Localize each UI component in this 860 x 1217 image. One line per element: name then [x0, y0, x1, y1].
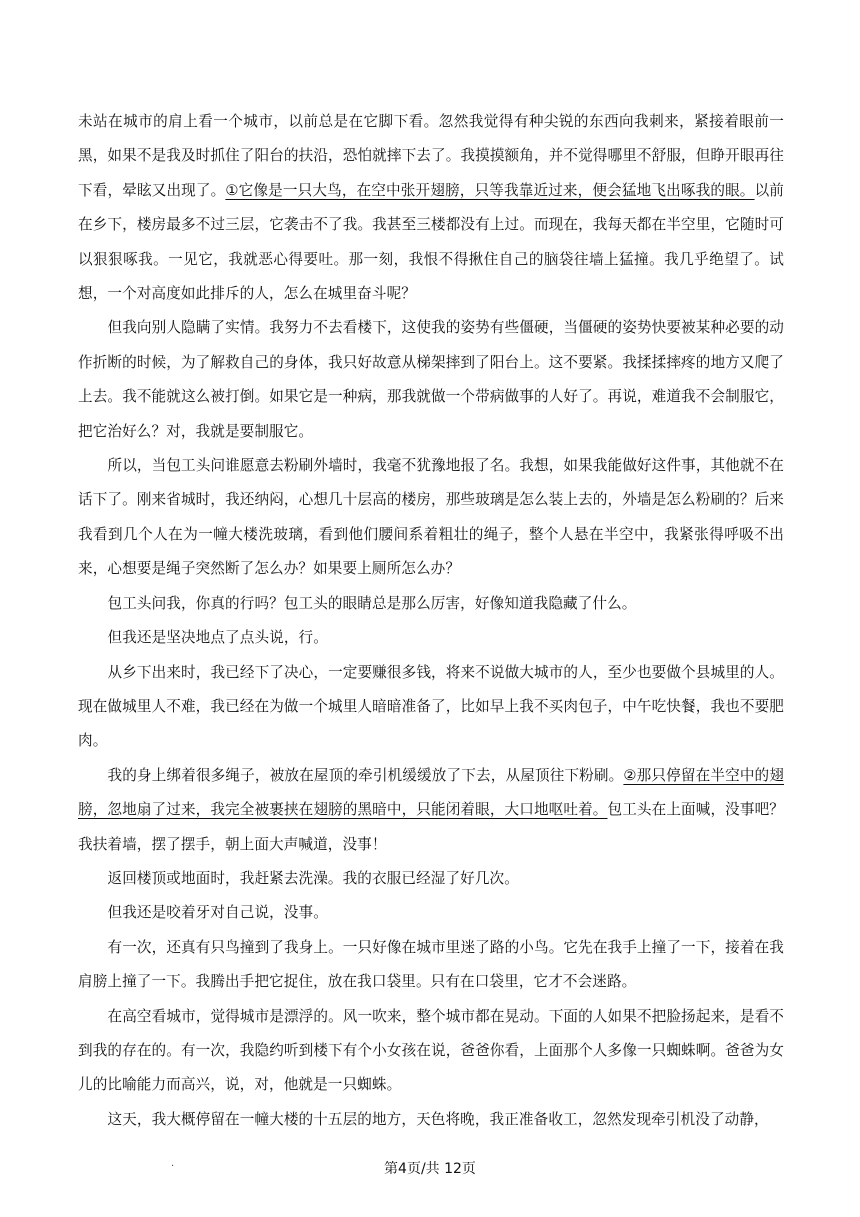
text-run: 有一次，还真有只鸟撞到了我身上。一只好像在城市里迷了路的小鸟。它先在我手上撞了一下，接着在我肩膀上撞了一下。我腾出手把它捉住，放在我口袋里。只有在口袋里，它才不会迷路。 [78, 938, 784, 991]
paragraph-10 [78, 931, 784, 1000]
paragraph-12 [78, 1103, 784, 1137]
footer-mark: . [171, 1158, 175, 1169]
paragraph-6 [78, 656, 784, 759]
paragraph-5 [78, 621, 784, 655]
paragraph-9 [78, 896, 784, 930]
paragraph-11 [78, 1000, 784, 1103]
text-run: 以前在乡下，楼房最多不过三层，它袭击不了我。我甚至三楼都没有上过。而现在，我每天都在半空里，它随时可以狠狠啄我。一见它，我就恶心得要吐。那一刻，我恨不得揪住自己的脑袋往墙上猛撞。我几乎绝望了。试想，一个对高度如此排斥的人，怎么在城里奋斗呢？ [78, 181, 784, 303]
underlined-sentence-2: ②那只停留在半空中的翅膀，忽地扇了过来，我完全被裹挟在翅膀的黑暗中，只能闭着眼，大口地呕吐着。 [78, 766, 784, 819]
text-run: 但我还是坚决地点了点头说，行。 [107, 629, 328, 647]
paragraph-4 [78, 587, 784, 621]
document-body [78, 105, 784, 1137]
text-run: 包工头在上面喊，没事吧？我扶着墙，摆了摆手，朝上面大声喊道，没事！ [78, 801, 785, 853]
text-run: 所以，当包工头问谁愿意去粉刷外墙时，我毫不犹豫地报了名。我想，如果我能做好这件事，其他就不在话下了。刚来省城时，我还纳闷，心想几十层高的楼房，那些玻璃是怎么装上去的，外墙是怎么粉刷的？后来我看到几个人在为一幢大楼洗玻璃，看到他们腰间系着粗壮的绳子，整个人悬在半空中，我紧张得呼吸不出来，心想要是绳子突然断了怎么办？如果要上厕所怎么办？ [78, 457, 784, 578]
text-run: 包工头问我，你真的行吗？包工头的眼睛总是那么厉害，好像知道我隐藏了什么。 [107, 594, 637, 612]
paragraph-7 [78, 759, 784, 862]
text-run: 但我还是咬着牙对自己说，没事。 [107, 904, 328, 922]
paragraph-2 [78, 311, 784, 449]
page-number: 第4页/共 12页 [384, 1161, 476, 1177]
text-run: 从乡下出来时，我已经下了决心，一定要赚很多钱，将来不说做大城市的人，至少也要做个县城里的人。现在做城里人不难，我已经在为做一个城里人暗暗准备了，比如早上我不买肉包子，中午吃快餐，我也不要肥肉。 [78, 663, 784, 750]
paragraph-1 [78, 105, 784, 311]
text-run: 但我向别人隐瞒了实情。我努力不去看楼下，这使我的姿势有些僵硬，当僵硬的姿势快要被某种必要的动作折断的时候，为了解救自己的身体，我只好故意从梯架摔到了阳台上。这不要紧。我揉揉摔疼的地方又爬了上去。我不能就这么被打倒。如果它是一种病，那我就做一个带病做事的人好了。再说，难道我不会制服它，把它治好么？对，我就是要制服它。 [78, 319, 784, 440]
text-run: 在高空看城市，觉得城市是漂浮的。风一吹来，整个城市都在晃动。下面的人如果不把脸扬起来，是看不到我的存在的。有一次，我隐约听到楼下有个小女孩在说，爸爸你看，上面那个人多像一只蜘蛛啊。爸爸为女儿的比喻能力而高兴，说，对，他就是一只蜘蛛。 [78, 1007, 784, 1094]
paragraph-8 [78, 862, 784, 896]
text-run: 返回楼顶或地面时，我赶紧去洗澡。我的衣服已经湿了好几次。 [107, 869, 519, 887]
text-run: 这天，我大概停留在一幢大楼的十五层的地方，天色将晚，我正准备收工，忽然发现牵引机没了动静， [107, 1110, 769, 1128]
text-run: 未站在城市的肩上看一个城市，以前总是在它脚下看。忽然我觉得有种尖锐的东西向我刺来，紧接着眼前一黑，如果不是我及时抓住了阳台的扶沿，恐怕就摔下去了。我摸摸额角，并不觉得哪里不舒服，但睁开眼再往下看，晕眩又出现了。 [78, 113, 784, 199]
paragraph-3 [78, 449, 784, 587]
text-run: 我的身上绑着很多绳子，被放在屋顶的牵引机缓缓放了下去，从屋顶往下粉刷。 [107, 766, 624, 784]
underlined-sentence-1: ①它像是一只大鸟，在空中张开翅膀，只等我靠近过来，便会猛地飞出啄我的眼。 [225, 181, 755, 199]
